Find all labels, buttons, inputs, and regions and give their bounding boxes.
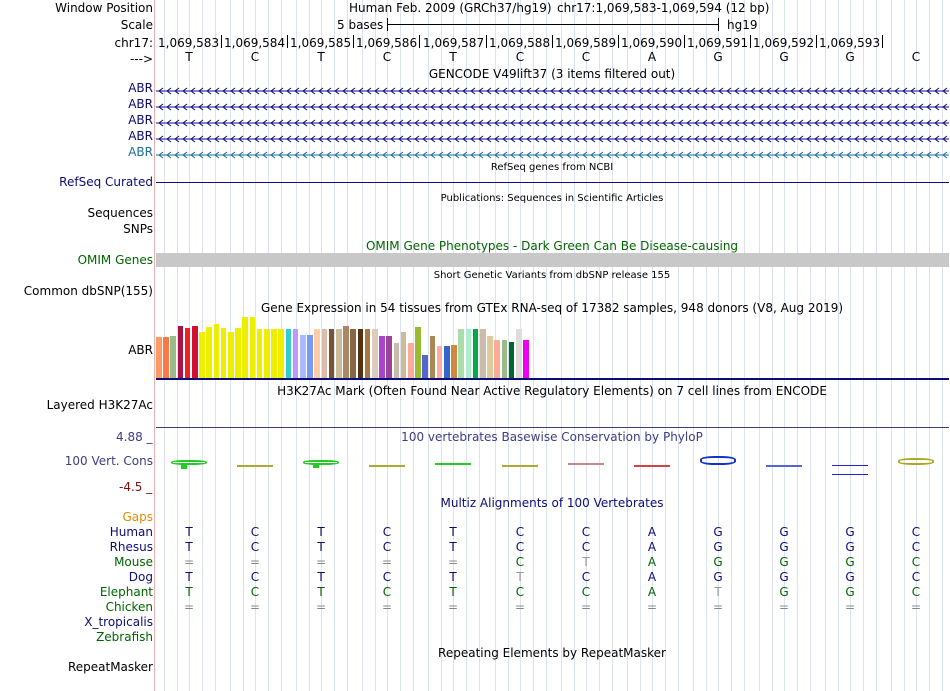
gtex-tissue-bar[interactable] xyxy=(185,328,191,378)
repeatmasker-label[interactable]: RepeatMasker xyxy=(67,660,153,674)
scale-label: Scale xyxy=(120,18,153,32)
multiz-base: C xyxy=(515,585,525,599)
gtex-tissue-bar[interactable] xyxy=(350,329,356,378)
gtex-baseline xyxy=(156,378,949,380)
multiz-species-label[interactable]: Mouse xyxy=(114,555,153,569)
reference-base: T xyxy=(185,50,193,64)
multiz-base: C xyxy=(515,555,525,569)
multiz-base: T xyxy=(449,525,457,539)
publications-track-title: Publications: Sequences in Scientific Articles xyxy=(440,193,664,204)
phylop-base-mark[interactable] xyxy=(700,456,736,465)
gtex-tissue-bar[interactable] xyxy=(473,329,479,378)
gtex-tissue-bar[interactable] xyxy=(286,329,292,378)
phylop-min-label: -4.5 _ xyxy=(119,480,153,494)
gencode-item-label[interactable]: ABR xyxy=(128,81,153,95)
arrow-label: ---> xyxy=(129,52,153,66)
multiz-species-label[interactable]: Elephant xyxy=(99,585,153,599)
multiz-base: T xyxy=(317,525,325,539)
multiz-base: = xyxy=(183,555,195,569)
gtex-tissue-bar[interactable] xyxy=(336,329,342,378)
coord-tick xyxy=(684,35,685,48)
multiz-base: C xyxy=(515,525,525,539)
scale-bar-right-tick xyxy=(718,18,719,31)
multiz-species-label[interactable]: Gaps xyxy=(122,510,153,524)
gtex-tissue-bar[interactable] xyxy=(278,329,284,378)
gtex-tissue-bar[interactable] xyxy=(523,340,529,378)
gtex-tissue-bar[interactable] xyxy=(170,336,176,378)
multiz-base: T xyxy=(185,585,193,599)
multiz-species-label[interactable]: X_tropicalis xyxy=(84,615,153,629)
omim-track-title: OMIM Gene Phenotypes - Dark Green Can Be Disease-causing xyxy=(365,239,739,253)
gtex-tissue-bar[interactable] xyxy=(271,329,277,378)
multiz-species-label[interactable]: Rhesus xyxy=(109,540,153,554)
phylop-base-mark[interactable] xyxy=(832,465,868,475)
gtex-tissue-bar[interactable] xyxy=(322,329,328,378)
reference-base: G xyxy=(713,50,723,64)
multiz-base: = xyxy=(249,555,261,569)
sequences-label[interactable]: Sequences xyxy=(87,206,153,220)
phylop-base-mark[interactable] xyxy=(237,465,273,467)
db-text: hg19 xyxy=(727,18,758,32)
gtex-tissue-bar[interactable] xyxy=(451,345,457,378)
gtex-tissue-bar[interactable] xyxy=(372,329,378,378)
multiz-base: C xyxy=(250,570,260,584)
scale-text: 5 bases xyxy=(337,18,384,32)
repeatmasker-track-title: Repeating Elements by RepeatMasker xyxy=(438,646,666,660)
reference-base: C xyxy=(581,50,591,64)
gtex-track-title: Gene Expression in 54 tissues from GTEx RNA-seq of 17382 samples, 948 donors (V8, Aug 2019) xyxy=(260,301,844,315)
multiz-base: = xyxy=(447,555,459,569)
multiz-base: = xyxy=(712,600,724,614)
multiz-base: = xyxy=(381,600,393,614)
coord-tick xyxy=(618,35,619,48)
coord-label: 1,069,587 xyxy=(423,36,485,50)
multiz-base: = xyxy=(249,600,261,614)
gtex-tissue-bar[interactable] xyxy=(178,326,184,378)
coord-label: 1,069,589 xyxy=(555,36,617,50)
multiz-base: = xyxy=(646,600,658,614)
reference-base: G xyxy=(845,50,855,64)
gtex-tissue-bar[interactable] xyxy=(242,317,248,378)
window-position-label: Window Position xyxy=(55,1,153,15)
multiz-base: T xyxy=(317,540,325,554)
omim-feature-bar[interactable] xyxy=(156,253,949,267)
coord-label: 1,069,592 xyxy=(753,36,815,50)
multiz-base: = xyxy=(315,555,327,569)
phylop-track-title: 100 vertebrates Basewise Conservation by PhyloP xyxy=(401,430,703,444)
coord-tick xyxy=(552,35,553,48)
multiz-base: G xyxy=(779,540,789,554)
multiz-base: T xyxy=(185,540,193,554)
gtex-tissue-bar[interactable] xyxy=(214,324,220,378)
multiz-base: C xyxy=(250,585,260,599)
multiz-base: C xyxy=(382,525,392,539)
gtex-tissue-bar[interactable] xyxy=(221,328,227,378)
multiz-base: G xyxy=(845,525,855,539)
phylop-base-mark[interactable] xyxy=(898,458,934,465)
multiz-species-label[interactable]: Chicken xyxy=(105,600,153,614)
multiz-base: G xyxy=(713,570,723,584)
multiz-base: A xyxy=(647,570,657,584)
gtex-tissue-bar[interactable] xyxy=(516,329,522,378)
coord-tick xyxy=(816,35,817,48)
gtex-label[interactable]: ABR xyxy=(128,343,153,357)
multiz-base: G xyxy=(779,585,789,599)
reference-base: C xyxy=(250,50,260,64)
gencode-item-label[interactable]: ABR xyxy=(128,113,153,127)
coord-tick xyxy=(221,35,222,48)
multiz-track-title: Multiz Alignments of 100 Vertebrates xyxy=(440,496,664,510)
multiz-base: C xyxy=(382,585,392,599)
multiz-base: G xyxy=(845,570,855,584)
gencode-feature-line[interactable] xyxy=(156,148,949,156)
multiz-base: T xyxy=(714,585,722,599)
multiz-base: T xyxy=(317,585,325,599)
multiz-species-label[interactable]: Human xyxy=(109,525,153,539)
gencode-item-label[interactable]: ABR xyxy=(128,97,153,111)
multiz-base: = xyxy=(514,600,526,614)
multiz-base: A xyxy=(647,585,657,599)
gtex-tissue-bar[interactable] xyxy=(199,332,205,378)
multiz-base: G xyxy=(845,540,855,554)
multiz-base: T xyxy=(516,570,524,584)
multiz-base: = xyxy=(844,600,856,614)
gtex-tissue-bar[interactable] xyxy=(458,329,464,378)
reference-base: G xyxy=(779,50,789,64)
h3k27ac-baseline xyxy=(156,427,949,428)
multiz-base: C xyxy=(581,585,591,599)
multiz-base: G xyxy=(845,555,855,569)
phylop-green-mark xyxy=(181,464,187,469)
multiz-base: C xyxy=(911,585,921,599)
phylop-label[interactable]: 100 Vert. Cons xyxy=(64,454,153,468)
coord-label: 1,069,584 xyxy=(224,36,286,50)
multiz-base: G xyxy=(713,540,723,554)
gtex-tissue-bar[interactable] xyxy=(192,326,198,378)
multiz-base: C xyxy=(581,525,591,539)
coord-tick xyxy=(882,35,883,48)
gencode-item-label[interactable]: ABR xyxy=(128,129,153,143)
gtex-tissue-bar[interactable] xyxy=(466,329,472,378)
gtex-tissue-bar[interactable] xyxy=(444,346,450,378)
gtex-tissue-bar[interactable] xyxy=(343,326,349,378)
coord-tick xyxy=(750,35,751,48)
multiz-base: T xyxy=(449,585,457,599)
gtex-tissue-bar[interactable] xyxy=(480,329,486,378)
gtex-tissue-bar[interactable] xyxy=(235,328,241,378)
phylop-base-mark[interactable] xyxy=(303,460,339,465)
gtex-tissue-bar[interactable] xyxy=(415,327,421,378)
coord-tick xyxy=(486,35,487,48)
gtex-tissue-bar[interactable] xyxy=(250,317,256,378)
multiz-base: T xyxy=(185,525,193,539)
multiz-base: G xyxy=(779,570,789,584)
label-divider xyxy=(154,0,155,691)
phylop-green-mark xyxy=(313,464,319,468)
gtex-tissue-bar[interactable] xyxy=(401,332,407,378)
multiz-base: = xyxy=(315,600,327,614)
coord-tick xyxy=(353,35,354,48)
multiz-base: C xyxy=(515,540,525,554)
multiz-species-label[interactable]: Zebrafish xyxy=(96,630,153,644)
reference-base: C xyxy=(911,50,921,64)
gtex-tissue-bar[interactable] xyxy=(430,336,436,378)
phylop-base-mark[interactable] xyxy=(634,465,670,467)
gtex-tissue-bar[interactable] xyxy=(502,340,508,378)
multiz-base: A xyxy=(647,540,657,554)
scale-bar xyxy=(387,24,719,25)
chrom-label: chr17: xyxy=(114,36,153,50)
phylop-base-mark[interactable] xyxy=(171,460,207,465)
gtex-tissue-bar[interactable] xyxy=(264,329,270,378)
dbsnp-track-title: Short Genetic Variants from dbSNP release 155 xyxy=(433,270,671,281)
multiz-base: C xyxy=(382,570,392,584)
coord-label: 1,069,590 xyxy=(621,36,683,50)
refseq-feature-line[interactable] xyxy=(156,182,949,183)
multiz-base: = xyxy=(580,600,592,614)
omim-label[interactable]: OMIM Genes xyxy=(77,253,153,267)
gtex-tissue-bar[interactable] xyxy=(257,329,263,378)
gencode-feature-line[interactable] xyxy=(156,132,949,140)
gtex-tissue-bar[interactable] xyxy=(293,329,299,378)
gtex-tissue-bar[interactable] xyxy=(386,336,392,378)
h3k27ac-track-title: H3K27Ac Mark (Often Found Near Active Regulatory Elements) on 7 cell lines from ENCODE xyxy=(277,384,827,398)
multiz-base: A xyxy=(647,555,657,569)
multiz-base: = xyxy=(447,600,459,614)
gencode-track-title: GENCODE V49lift37 (3 items filtered out) xyxy=(428,67,676,81)
dbsnp-label[interactable]: Common dbSNP(155) xyxy=(23,284,153,298)
multiz-base: C xyxy=(250,540,260,554)
coord-label: 1,069,593 xyxy=(819,36,881,50)
gencode-feature-line[interactable] xyxy=(156,116,949,124)
coord-tick xyxy=(287,35,288,48)
gtex-tissue-bar[interactable] xyxy=(314,329,320,378)
multiz-base: C xyxy=(911,570,921,584)
position-text: chr17:1,069,583-1,069,594 (12 bp) xyxy=(557,1,770,15)
gtex-tissue-bar[interactable] xyxy=(358,329,364,378)
gtex-tissue-bar[interactable] xyxy=(379,336,385,378)
multiz-base: G xyxy=(779,555,789,569)
multiz-base: T xyxy=(582,555,590,569)
h3k27ac-label[interactable]: Layered H3K27Ac xyxy=(46,398,153,412)
gtex-tissue-bar[interactable] xyxy=(422,355,428,378)
multiz-base: = xyxy=(778,600,790,614)
multiz-base: G xyxy=(845,585,855,599)
gtex-tissue-bar[interactable] xyxy=(163,337,169,378)
multiz-base: C xyxy=(382,540,392,554)
gencode-feature-line[interactable] xyxy=(156,84,949,92)
coord-tick xyxy=(419,35,420,48)
reference-base: C xyxy=(515,50,525,64)
coord-label: 1,069,591 xyxy=(687,36,749,50)
coord-label: 1,069,588 xyxy=(489,36,551,50)
gtex-tissue-bar[interactable] xyxy=(408,343,414,378)
snps-label[interactable]: SNPs xyxy=(123,222,153,236)
gtex-tissue-bar[interactable] xyxy=(487,336,493,378)
multiz-base: T xyxy=(449,570,457,584)
gtex-tissue-bar[interactable] xyxy=(509,342,515,378)
multiz-base: T xyxy=(185,570,193,584)
gtex-tissue-bar[interactable] xyxy=(307,335,313,378)
gtex-tissue-bar[interactable] xyxy=(156,337,162,378)
multiz-base: C xyxy=(911,525,921,539)
multiz-base: = xyxy=(183,600,195,614)
reference-base: T xyxy=(317,50,325,64)
phylop-base-mark[interactable] xyxy=(502,465,538,467)
multiz-base: C xyxy=(250,525,260,539)
gtex-tissue-bar[interactable] xyxy=(300,335,306,378)
refseq-track-title: RefSeq genes from NCBI xyxy=(490,162,614,173)
gtex-tissue-bar[interactable] xyxy=(206,327,212,378)
gencode-feature-line[interactable] xyxy=(156,100,949,108)
coord-label: 1,069,585 xyxy=(290,36,352,50)
phylop-base-mark[interactable] xyxy=(766,465,802,467)
multiz-base: C xyxy=(911,540,921,554)
gtex-tissue-bar[interactable] xyxy=(329,329,335,378)
gtex-tissue-bar[interactable] xyxy=(437,346,443,378)
coord-label: 1,069,583 xyxy=(158,36,220,50)
phylop-base-mark[interactable] xyxy=(568,463,604,465)
gtex-tissue-bar[interactable] xyxy=(365,329,371,378)
multiz-base: G xyxy=(713,525,723,539)
phylop-base-mark[interactable] xyxy=(369,465,405,467)
multiz-base: T xyxy=(317,570,325,584)
reference-base: C xyxy=(382,50,392,64)
reference-base: A xyxy=(647,50,657,64)
multiz-base: C xyxy=(581,540,591,554)
refseq-label[interactable]: RefSeq Curated xyxy=(59,175,153,189)
multiz-species-label[interactable]: Dog xyxy=(128,570,153,584)
reference-base: T xyxy=(449,50,457,64)
phylop-base-mark[interactable] xyxy=(435,463,471,465)
gtex-tissue-bar[interactable] xyxy=(228,332,234,378)
gencode-item-label[interactable]: ABR xyxy=(128,145,153,159)
multiz-base: C xyxy=(911,555,921,569)
gtex-tissue-bar[interactable] xyxy=(394,343,400,378)
multiz-base: = xyxy=(910,600,922,614)
scale-bar-left-tick xyxy=(387,18,388,31)
coord-label: 1,069,586 xyxy=(356,36,418,50)
multiz-base: T xyxy=(449,540,457,554)
phylop-max-label: 4.88 _ xyxy=(116,430,153,444)
assembly-text: Human Feb. 2009 (GRCh37/hg19) xyxy=(349,1,552,15)
multiz-base: C xyxy=(581,570,591,584)
gtex-tissue-bar[interactable] xyxy=(494,340,500,378)
multiz-base: G xyxy=(779,525,789,539)
multiz-base: = xyxy=(381,555,393,569)
multiz-base: G xyxy=(713,555,723,569)
multiz-base: A xyxy=(647,525,657,539)
